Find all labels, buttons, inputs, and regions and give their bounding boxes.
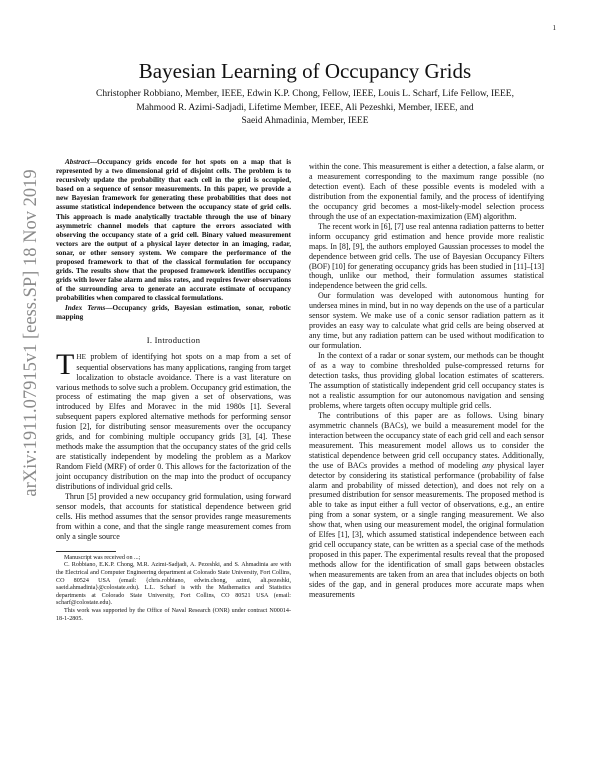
author-list xyxy=(56,88,554,129)
footnote-received: Manuscript was received on ...; xyxy=(64,554,141,561)
page-number: 1 xyxy=(552,24,556,32)
index-terms-text: —Occupancy grids, Bayesian estimation, sonar, robotic mapping xyxy=(56,303,291,321)
right-paragraph-radar-context: In the context of a radar or sonar system, our methods can be thought of as a way to combine thresholded pulse-compressed returns for detection tasks, thus providing global location estimates of scatterers. The assumption of statistically independent grid cell occupancy states is not a realistic assumption for our autonomous navigation and sensing problems, where targets often occupy multiple grid cells. xyxy=(309,351,544,410)
right-paragraph-contributions xyxy=(309,411,544,600)
footnote-divider xyxy=(56,551,116,552)
contributions-text-b: physical layer detector by considering its statistical performance (probability of false alarm and probability of missed detection), and does not rely on a presumed distribution for sensor measurements. The proposed method is able to take as input either a full vector of observations, e.g., an entire ping from a sonar system, or a single ranging measurement. We also show that, when using our measurement model, the original formulation of Elfes [1], [3], which assumed statistical independence between each grid cell occupancy state, can be written as a special case of the methods proposed in this paper. The experimental results reveal that the proposed methods allow for the identification of small gaps between obstacles when measurements are taken from an area that includes objects on both sides of the gap, and in general produces more accurate maps when measurements xyxy=(309,460,544,599)
index-terms xyxy=(56,304,291,322)
abstract-text: —Occupancy grids encode for hot spots on a map that is represented by a two dimensional grid of disjoint cells. The problem is to recursively update the probability that each cell in the grid is occupied, based on a sequence of sensor measurements. In this paper, we provide a new Bayesian framework for generating these probabilities that does not assume statistical independence between the occupancy state of grid cells. This approach is made analytically tractable through the use of binary asymmetric channel models that capture the errors associated with observing the occupancy state of a grid cell. Binary valued measurement vectors are the output of a physical layer detector in an imaging, radar, sonar, or other sensory system. We compare the performance of the proposed framework to that of the classical formulation for occupancy grids. The results show that the proposed framework identifies occupancy grids with lower false alarm and miss rates, and requires fewer observations of the surrounding area to generate an accurate estimate of occupancy probabilities when compared to classical formulations. xyxy=(56,158,291,303)
drop-cap: T xyxy=(56,347,75,381)
right-paragraph-related-work: The recent work in [6], [7] use real antenna radiation patterns to better inform occupancy grid estimation and hence provide more realistic maps. In [8], [9], the authors employed Gaussian processes to model the dependence between grid cells. The use of Bayesian Occupancy Filters (BOF) [10] for generating occupancy grids has been studied in [11]–[13] though, unlike our method, their formulation assumes statistical independence between the grid cells. xyxy=(309,221,544,291)
abstract xyxy=(56,158,291,304)
section-heading-introduction: I. Introduction xyxy=(146,334,201,345)
right-paragraph-formulation: Our formulation was developed with autonomous hunting for undersea mines in mind, but in no way depends on the use of a particular sensor system. We make use of a conic sensor radiation pattern as it provides an easy way to calculate what grid cells are being observed at any time, but any radiation pattern can be used without modification to our formulation. xyxy=(309,291,544,351)
right-column xyxy=(309,162,544,600)
arxiv-identifier-text: arXiv:1911.07915v1 [eess.SP] 18 Nov 2019 xyxy=(21,169,41,497)
arxiv-identifier-stamp xyxy=(18,88,44,578)
lead-small-caps: HE xyxy=(76,352,87,361)
right-paragraph-continued: within the cone. This measurement is either a detection, a false alarm, or a measurement corresponding to the maximum range possible (no detection event). Each of these possible events is modeled with a distribution from the exponential family, and the process of identifying the occupancy grid becomes a most-likely-model selection process through the use of an expectation-maximization (EM) algorithm. xyxy=(309,162,544,221)
author-line-2: Mahmood R. Azimi-Sadjadi, Lifetime Member, IEEE, Ali Pezeshki, Member, IEEE, and xyxy=(136,102,474,113)
contributions-text-a: The contributions of this paper are as follows. Using binary asymmetric channels (BACs), we build a measurement model for the interaction between the occupancy state of each grid cell and each sensor measurement. This measurement model allows us to consider the statistical dependence between grid cell occupancy states. Additionally, the use of BACs provides a method of modeling xyxy=(309,410,544,470)
contributions-emphasis: any xyxy=(482,460,494,470)
abstract-label: Abstract xyxy=(65,158,90,166)
author-line-3: Saeid Ahmadinia, Member, IEEE xyxy=(241,116,369,126)
left-column xyxy=(56,158,291,623)
footnote-funding: This work was supported by the Office of Naval Research (ONR) under contract N00014-18-1-2805. xyxy=(56,607,291,622)
footnote-affiliations: C. Robbiano, E.K.P. Chong, M.R. Azimi-Sadjadi, A. Pezeshki, and S. Ahmadinia are with the Electrical and Computer Engineering department at Colorado State University, Fort Collins, CO 80524 USA (email: {chris.robbiano, edwin.chong, azimi, ali.pezeshki, saeid.ahmadinia}@colostate.edu). L.L. Scharf is with the Mathematics and Statistics departments at Colorado State University, Fort Collins, CO 80521 USA (email: scharf@colostate.edu). xyxy=(56,562,291,607)
footnotes xyxy=(56,555,291,623)
index-terms-label: Index Terms xyxy=(65,303,106,312)
intro-paragraph-1 xyxy=(56,347,291,492)
author-line-1: Christopher Robbiano, Member, IEEE, Edwin K.P. Chong, Fellow, IEEE, Louis L. Scharf, Life Fellow, IEEE, xyxy=(96,89,514,99)
intro-paragraph-1-text: problem of identifying hot spots on a map from a set of sequential observations has many applications, ranging from target localization to obstacle avoidance. There is a vast literature on various methods to solve such a problem. Occupancy grid estimation, the process of estimating the map given a set of observations, was introduced by Elfes and Moravec in the mid 1980s [1]. Several subsequent papers explored alternative methods for performing sensor fusion [2], for distributing sensor measurements over the occupancy grids, and for combining multiple occupancy grids [3], [4]. These methods make the assumption that the occupancy states of the grid cells are statistically independent by modeling the problem as a Markov Random Field (MRF) of order 0. This allows for the factorization of the joint occupancy distribution on the map into the product of occupancy distributions of individual grid cells. xyxy=(56,351,291,492)
paper-title: Bayesian Learning of Occupancy Grids xyxy=(138,59,472,83)
intro-paragraph-2: Thrun [5] provided a new occupancy grid formulation, using forward sensor models, that accounts for statistical dependence between grid cells. His method assumes that the sensor provides range measurements from within a cone, and that the single range measurement comes from only a single source xyxy=(56,491,291,541)
